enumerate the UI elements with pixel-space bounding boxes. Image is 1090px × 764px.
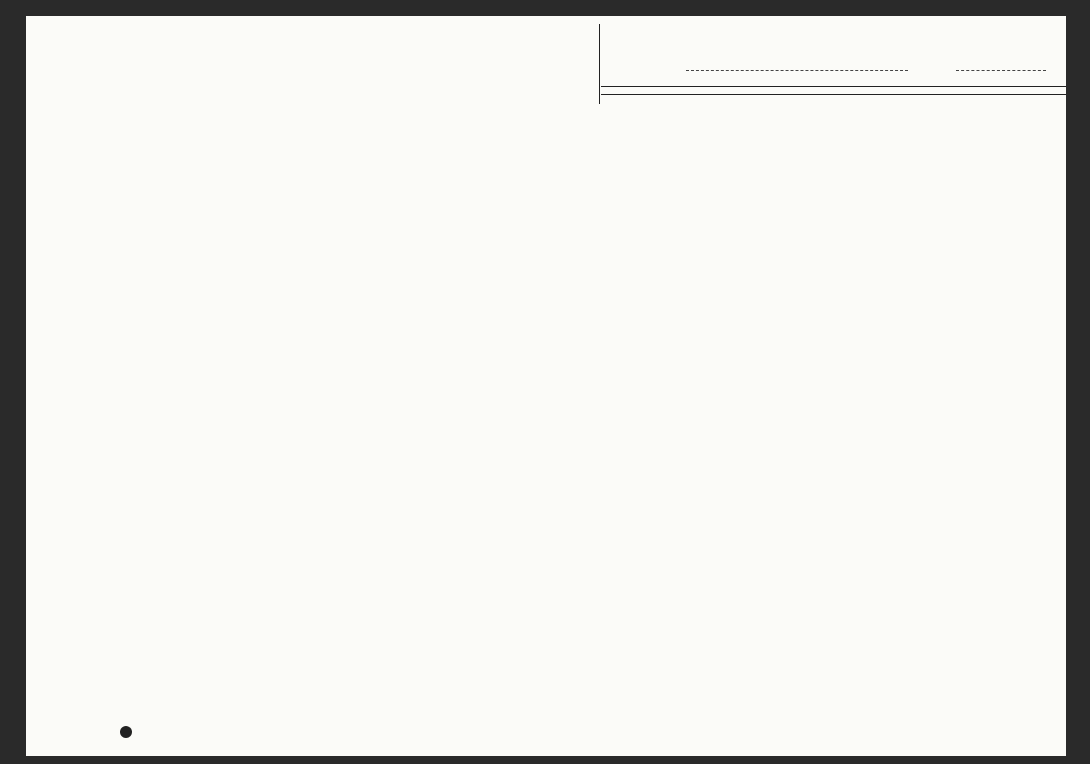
header-rule xyxy=(601,86,1066,87)
gemeente-line xyxy=(686,70,908,71)
cbs-logo-icon xyxy=(120,726,132,738)
header-rule-2 xyxy=(601,94,1066,95)
header-divider xyxy=(599,24,600,104)
province-line xyxy=(956,70,1046,71)
census-form-sheet xyxy=(26,16,1066,756)
